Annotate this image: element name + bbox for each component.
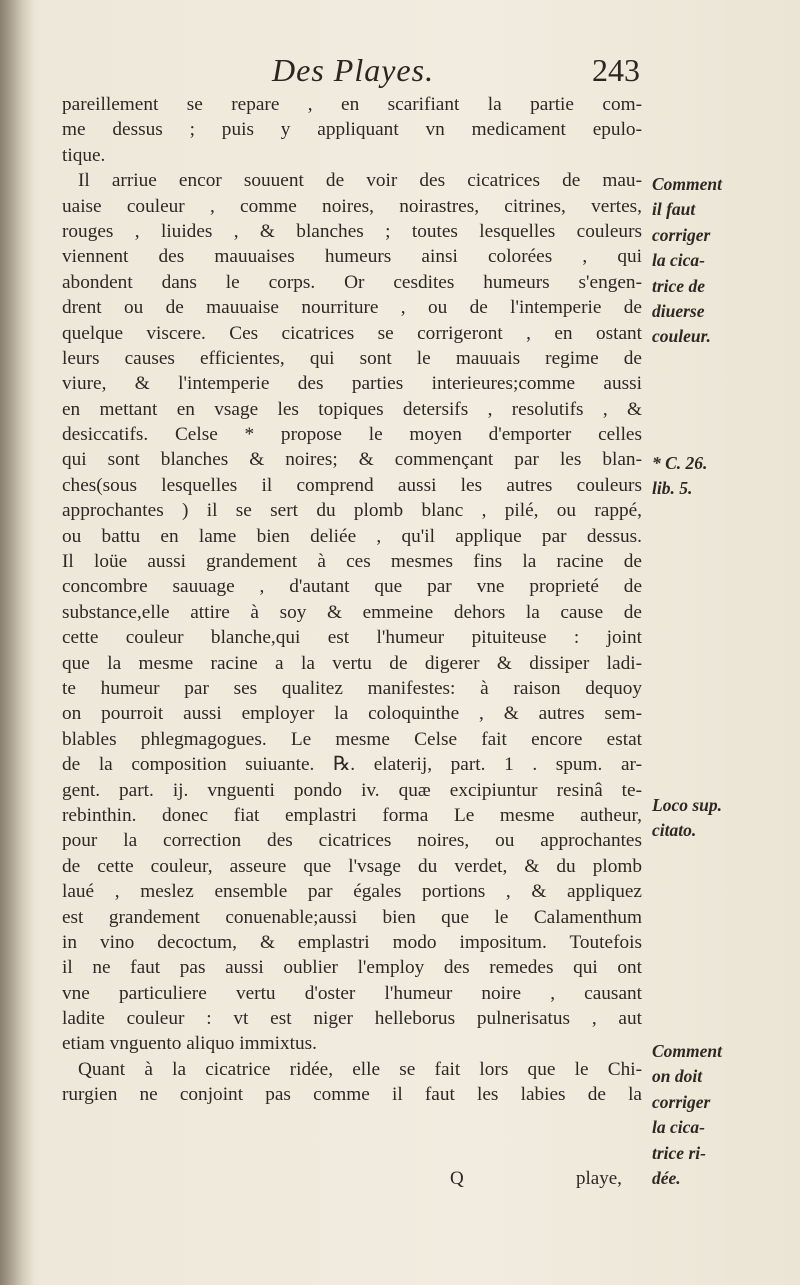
text-line: uaise couleur , comme noires, noirastres, citrines, vertes, (62, 195, 642, 217)
margin-note-line: dée. (652, 1168, 681, 1189)
text-line: cette couleur blanche,qui est l'humeur pituiteuse : joint (62, 627, 642, 649)
text-line: de cette couleur, asseure que l'vsage du verdet, & du plomb (62, 855, 642, 877)
running-head: Des Playes. (272, 52, 435, 88)
margin-note-line: trice de (652, 275, 705, 296)
page-number: 243 (592, 52, 640, 88)
text-line: on pourroit aussi employer la coloquinthe , & autres sem- (62, 703, 642, 725)
text-line: est grandement conuenable;aussi bien que le Calamenthum (62, 906, 642, 928)
text-line: in vino decoctum, & emplastri modo impositum. Toutefois (62, 931, 642, 953)
margin-note-line: il faut (652, 199, 696, 220)
text-line: abondent dans le corps. Or cesdites humeurs s'engen- (62, 271, 642, 293)
margin-note-wrinkled-scar (652, 1039, 782, 1191)
text-line: viure, & l'intemperie des parties interieures;comme aussi (62, 373, 642, 395)
margin-note-line: la cica- (652, 1117, 705, 1138)
text-line: que la mesme racine a la vertu de digerer & dissiper ladi- (62, 652, 642, 674)
text-line: en mettant en vsage les topiques detersifs , resolutifs , & (62, 398, 642, 420)
text-line: qui sont blanches & noires; & commençant par les blan- (62, 449, 642, 471)
text-line: concombre sauuage , d'autant que par vne proprieté de (62, 576, 642, 598)
margin-note-line: corriger (652, 224, 711, 245)
text-line: etiam vnguento aliquo immixtus. (62, 1033, 317, 1055)
spine-shadow (0, 0, 34, 1285)
margin-note-loco-citato (652, 793, 782, 844)
text-line: ladite couleur : vt est niger helleborus pulnerisatus , aut (62, 1008, 642, 1030)
margin-note-celse-reference (652, 451, 782, 502)
margin-note-line: lib. 5. (652, 478, 693, 499)
text-line: approchantes ) il se sert du plomb blanc , pilé, ou rappé, (62, 500, 642, 522)
text-line: rurgien ne conjoint pas comme il faut les labies de la (62, 1084, 642, 1106)
text-line: me dessus ; puis y appliquant vn medicament epulo- (62, 119, 642, 141)
margin-note-line: couleur. (652, 326, 711, 347)
margin-note-line: Comment (652, 174, 723, 194)
margin-note-line: * C. 26. (652, 453, 708, 473)
text-line: substance,elle attire à soy & emmeine dehors la cause de (62, 601, 642, 623)
text-line: pareillement se repare , en scarifiant la partie com- (62, 94, 642, 115)
text-line: rebinthin. donec fiat emplastri forma Le mesme autheur, (62, 804, 642, 826)
text-line: vne particuliere vertu d'oster l'humeur noire , causant (62, 982, 642, 1004)
text-line: Quant à la cicatrice ridée, elle se fait lors que le Chi- (78, 1058, 642, 1080)
margin-note-line: on doit (652, 1066, 703, 1087)
text-line: gent. part. ij. vnguenti pondo iv. quæ excipiuntur resinâ te- (62, 779, 642, 801)
margin-note-line: citato. (652, 820, 697, 841)
text-line: ou battu en lame bien deliée , qu'il applique par dessus. (62, 525, 642, 547)
text-line: laué , meslez ensemble par égales portions , & appliquez (62, 881, 642, 903)
margin-note-line: Comment (652, 1041, 723, 1061)
margin-note-line: trice ri- (652, 1142, 706, 1163)
text-line: quelque viscere. Ces cicatrices se corrigeront , en ostant (62, 322, 642, 344)
margin-note-line: corriger (652, 1091, 711, 1112)
text-line: il ne faut pas aussi oublier l'employ des remedes qui ont (62, 957, 642, 979)
text-line: pour la correction des cicatrices noires, ou approchantes (62, 830, 642, 852)
text-line: tique. (62, 144, 106, 166)
text-line: te humeur par ses qualitez manifestes: à raison dequoy (62, 677, 642, 699)
text-line: drent ou de mauuaise nourriture , ou de l'intemperie de (62, 297, 642, 319)
margin-note-line: diuerse (652, 301, 705, 322)
text-line: desiccatifs. Celse * propose le moyen d'emporter celles (62, 424, 642, 446)
body-text (62, 92, 642, 1108)
signature-mark: Q (450, 1168, 464, 1189)
text-line: leurs causes efficientes, qui sont le mauuais regime de (62, 347, 642, 369)
margin-note-line: la cica- (652, 250, 705, 271)
margin-note-line: Loco sup. (652, 795, 722, 815)
margin-note-color-correction (652, 172, 782, 350)
text-line: Il loüe aussi grandement à ces mesmes fins la racine de (62, 551, 642, 573)
text-line: de la composition suiuante. ℞. elaterij, part. 1 . spum. ar- (62, 754, 642, 776)
text-line: viennent des mauuaises humeurs ainsi colorées , qui (62, 246, 642, 268)
text-line: ches(sous lesquelles il comprend aussi les autres couleurs (62, 474, 642, 496)
text-line: Il arriue encor souuent de voir des cicatrices de mau- (78, 170, 642, 192)
text-line: rouges , liuides , & blanches ; toutes lesquelles couleurs (62, 220, 642, 242)
catchword: playe, (576, 1168, 622, 1189)
text-line: blables phlegmagogues. Le mesme Celse fait encore estat (62, 728, 642, 750)
